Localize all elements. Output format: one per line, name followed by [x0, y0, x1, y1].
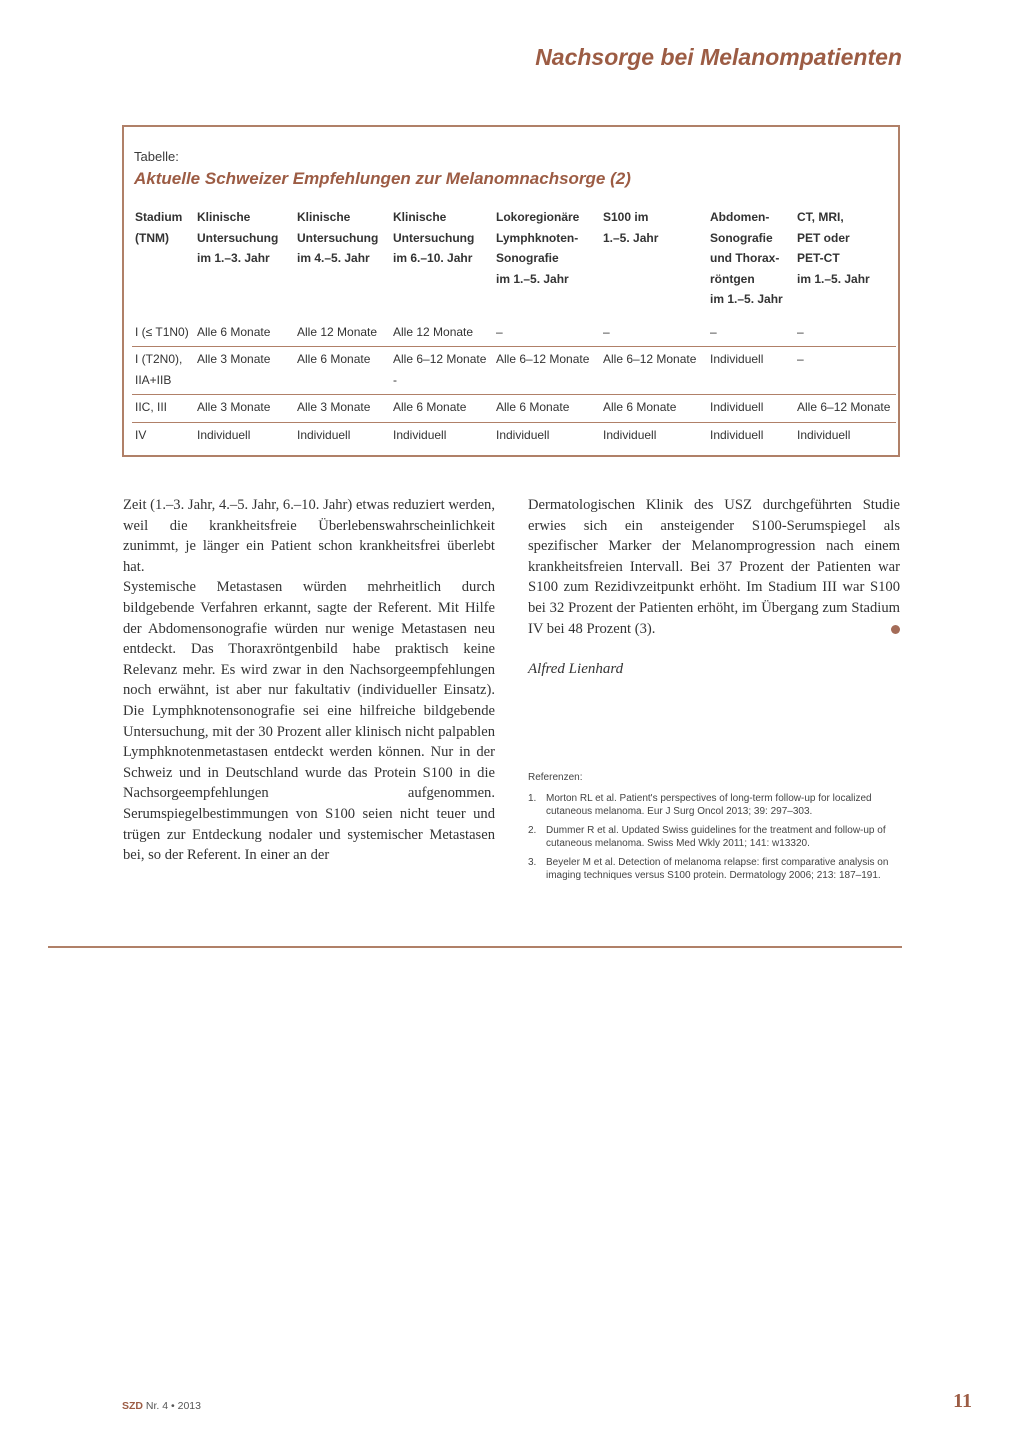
- recommendation-table-box: [122, 125, 900, 457]
- cell-line: Individuell: [797, 427, 851, 442]
- cell-line: Alle 6 Monate: [197, 324, 271, 339]
- reference-number: 2.: [528, 824, 537, 836]
- table-header-cell: [493, 205, 600, 320]
- table-cell: [132, 320, 194, 347]
- table-cell: [132, 347, 194, 395]
- cell-line: I (T2N0),: [135, 352, 183, 366]
- page-header-title: Nachsorge bei Melanompatienten: [535, 44, 902, 70]
- cell-line: –: [496, 324, 503, 339]
- header-line: Klinische: [393, 210, 447, 224]
- references-heading: Referenzen:: [528, 772, 583, 783]
- section-divider: [48, 946, 902, 948]
- reference-number: 1.: [528, 792, 537, 804]
- header-line: im 4.–5. Jahr: [297, 251, 370, 265]
- end-mark-icon: [891, 625, 900, 634]
- header-line: im 6.–10. Jahr: [393, 251, 473, 265]
- table-cell: [194, 395, 294, 423]
- page-number: 11: [953, 1390, 972, 1412]
- header-line: CT, MRI,: [797, 210, 844, 224]
- table-cell: [194, 320, 294, 347]
- cell-line: –: [797, 324, 804, 339]
- table-caption: Tabelle:: [134, 149, 179, 164]
- table-cell: [707, 422, 794, 449]
- footer-brand: SZD: [122, 1400, 143, 1412]
- header-line: Klinische: [297, 210, 351, 224]
- header-line: im 1.–5. Jahr: [496, 271, 569, 286]
- header-line: 1.–5. Jahr: [603, 230, 659, 245]
- table-cell: [294, 395, 390, 423]
- reference-text: Beyeler M et al. Detection of melanoma relapse: first comparative analysis on imaging techniques versus S100 protein. Dermatology 2006; 213: 187–191.: [546, 856, 889, 881]
- table-cell: [390, 422, 493, 449]
- cell-line: Alle 6 Monate: [603, 400, 677, 414]
- header-line: Lokoregionäre: [496, 210, 580, 224]
- table-cell: [493, 347, 600, 395]
- cell-line: Alle 3 Monate: [197, 400, 271, 414]
- cell-line: Alle 6–12 Monate: [797, 400, 891, 414]
- cell-line: Individuell: [710, 352, 764, 366]
- cell-line: Individuell: [297, 427, 351, 442]
- table-cell: [600, 320, 707, 347]
- table-cell: [707, 395, 794, 423]
- body-paragraph-text: Dermatologischen Klinik des USZ durchgeführten Studie erwies sich ein ansteigender S100-Serumspiegel als spezifischer Marker der Melanomprogression nach einem krankheitsfreien Intervall. Bei 37 Prozent der Patienten war S100 zum Rezidivzeitpunkt erhöht. Im Stadium III war S100 bei 32 Prozent der Patienten erhöht, im Übergang zum Stadium IV bei 48 Prozent (3).: [528, 497, 900, 637]
- header-line: Untersuchung: [393, 230, 475, 245]
- header-line: Klinische: [197, 210, 251, 224]
- body-paragraph: [528, 495, 900, 639]
- table-cell: [390, 395, 493, 423]
- reference-number: 3.: [528, 856, 537, 868]
- table-cell: [794, 347, 896, 395]
- cell-line: Alle 3 Monate: [197, 352, 271, 366]
- cell-line: Alle 12 Monate: [393, 324, 474, 339]
- cell-line: I (≤ T1N0): [135, 324, 189, 339]
- table-header-cell: [707, 205, 794, 320]
- footer-issue: [122, 1400, 201, 1412]
- table-header-cell: [794, 205, 896, 320]
- header-line: Sonografie: [496, 251, 559, 265]
- header-line: (TNM): [135, 230, 169, 245]
- header-line: Sonografie: [710, 230, 773, 245]
- table-cell: [600, 347, 707, 395]
- cell-line: Individuell: [710, 400, 764, 414]
- table-cell: [794, 395, 896, 423]
- cell-line: Alle 6 Monate: [297, 352, 371, 366]
- recommendation-table: [132, 205, 896, 449]
- cell-line: Individuell: [603, 427, 657, 442]
- table-cell: [294, 422, 390, 449]
- header-line: PET oder: [797, 230, 850, 245]
- table-cell: [294, 347, 390, 395]
- table-title: Aktuelle Schweizer Empfehlungen zur Melanomnachsorge (2): [134, 169, 631, 188]
- cell-line: Alle 12 Monate: [297, 324, 378, 339]
- header-line: Abdomen-: [710, 210, 770, 224]
- header-line: im 1.–5. Jahr: [710, 292, 783, 306]
- table-header-cell: [294, 205, 390, 320]
- table-row: [132, 422, 896, 449]
- table-header-row: [132, 205, 896, 320]
- table-cell: [794, 422, 896, 449]
- cell-line: Alle 6 Monate: [393, 400, 467, 414]
- table-cell: [194, 422, 294, 449]
- cell-line: Individuell: [393, 427, 447, 442]
- header-line: und Thorax-: [710, 251, 780, 265]
- table-row: [132, 320, 896, 347]
- cell-line: Alle 6 Monate: [496, 400, 570, 414]
- header-line: Untersuchung: [197, 230, 279, 245]
- header-line: röntgen: [710, 271, 755, 286]
- body-paragraph: Systemische Metastasen würden mehrheitlich durch bildgebende Verfahren erkannt, sagte der Referent. Mit Hilfe der Abdomensonografie würden nur wenige Metastasen neu entdeckt. Das Thoraxröntgenbild habe praktisch keine Relevanz mehr. Es wird zwar in den Nachsorgeempfehlungen noch erwähnt, ist aber nur fakultativ (individueller Einsatz). Die Lymphknotensonografie sei eine hilfreiche bildgebende Untersuchung, mit der 30 Prozent aller klinisch nicht palpablen Lymphknotenmetastasen entdeckt werden können. Nur in der Schweiz und in Deutschland wurde das Protein S100 in die Nachsorgeempfehlungen aufgenommen. Serumspiegelbestimmungen von S100 seien nicht teuer und trügen zur Entdeckung nodaler und systemischer Metastasen bei, so der Referent. In einer an der: [123, 579, 495, 864]
- table-cell: [194, 347, 294, 395]
- cell-line: Alle 6–12 Monate: [496, 352, 590, 366]
- cell-line: –: [710, 324, 717, 339]
- table-header-cell: [600, 205, 707, 320]
- cell-line: Alle 3 Monate: [297, 400, 371, 414]
- body-paragraph: Zeit (1.–3. Jahr, 4.–5. Jahr, 6.–10. Jahr) etwas reduziert werden, weil die krankheitsfreie Überlebenswahrscheinlichkeit zunimmt, je länger ein Patient schon krankheitsfrei überlebt hat.: [123, 497, 495, 575]
- footer-issue-text: Nr. 4 • 2013: [145, 1400, 201, 1412]
- header-line: im 1.–5. Jahr: [797, 271, 870, 286]
- cell-line: Alle 6–12 Monate: [603, 352, 697, 366]
- header-line: Stadium: [135, 210, 183, 224]
- reference-item: [528, 856, 900, 883]
- cell-line: IV: [135, 427, 147, 442]
- table-cell: [600, 422, 707, 449]
- table-cell: [794, 320, 896, 347]
- cell-line: Alle 6–12 Monate: [393, 352, 487, 366]
- cell-line: Individuell: [197, 427, 251, 442]
- reference-text: Morton RL et al. Patient's perspectives of long-term follow-up for localized cutaneous melanoma. Eur J Surg Oncol 2013; 39: 297–303.: [546, 792, 872, 817]
- table-cell: [132, 422, 194, 449]
- header-line: S100 im: [603, 210, 649, 224]
- table-cell: [707, 320, 794, 347]
- author-name: Alfred Lienhard: [528, 661, 624, 677]
- table-row: [132, 395, 896, 423]
- table-cell: [493, 320, 600, 347]
- references: [528, 771, 900, 888]
- table-cell: [600, 395, 707, 423]
- header-line: Untersuchung: [297, 230, 379, 245]
- header-line: Lymphknoten-: [496, 230, 579, 245]
- table-cell: [294, 320, 390, 347]
- cell-line: Individuell: [496, 427, 550, 442]
- table-cell: [390, 320, 493, 347]
- reference-text: Dummer R et al. Updated Swiss guidelines for the treatment and follow-up of cutaneous melanoma. Swiss Med Wkly 2011; 141: w13320.: [546, 824, 886, 849]
- table-header-cell: [194, 205, 294, 320]
- reference-item: [528, 824, 900, 851]
- reference-item: [528, 792, 900, 819]
- cell-line: -: [393, 372, 397, 387]
- cell-line: IIC, III: [135, 400, 168, 414]
- body-column-right: [528, 495, 900, 639]
- header-line: im 1.–3. Jahr: [197, 251, 270, 265]
- table-row: [132, 347, 896, 395]
- table-cell: [493, 422, 600, 449]
- table-body: [132, 320, 896, 450]
- cell-line: IIA+IIB: [135, 372, 172, 387]
- cell-line: –: [797, 352, 804, 366]
- cell-line: Individuell: [710, 427, 764, 442]
- table-header-cell: [132, 205, 194, 320]
- table-cell: [493, 395, 600, 423]
- body-column-left: [123, 495, 495, 866]
- table-cell: [390, 347, 493, 395]
- table-cell: [707, 347, 794, 395]
- cell-line: –: [603, 324, 610, 339]
- header-line: PET-CT: [797, 251, 840, 265]
- table-header-cell: [390, 205, 493, 320]
- table-cell: [132, 395, 194, 423]
